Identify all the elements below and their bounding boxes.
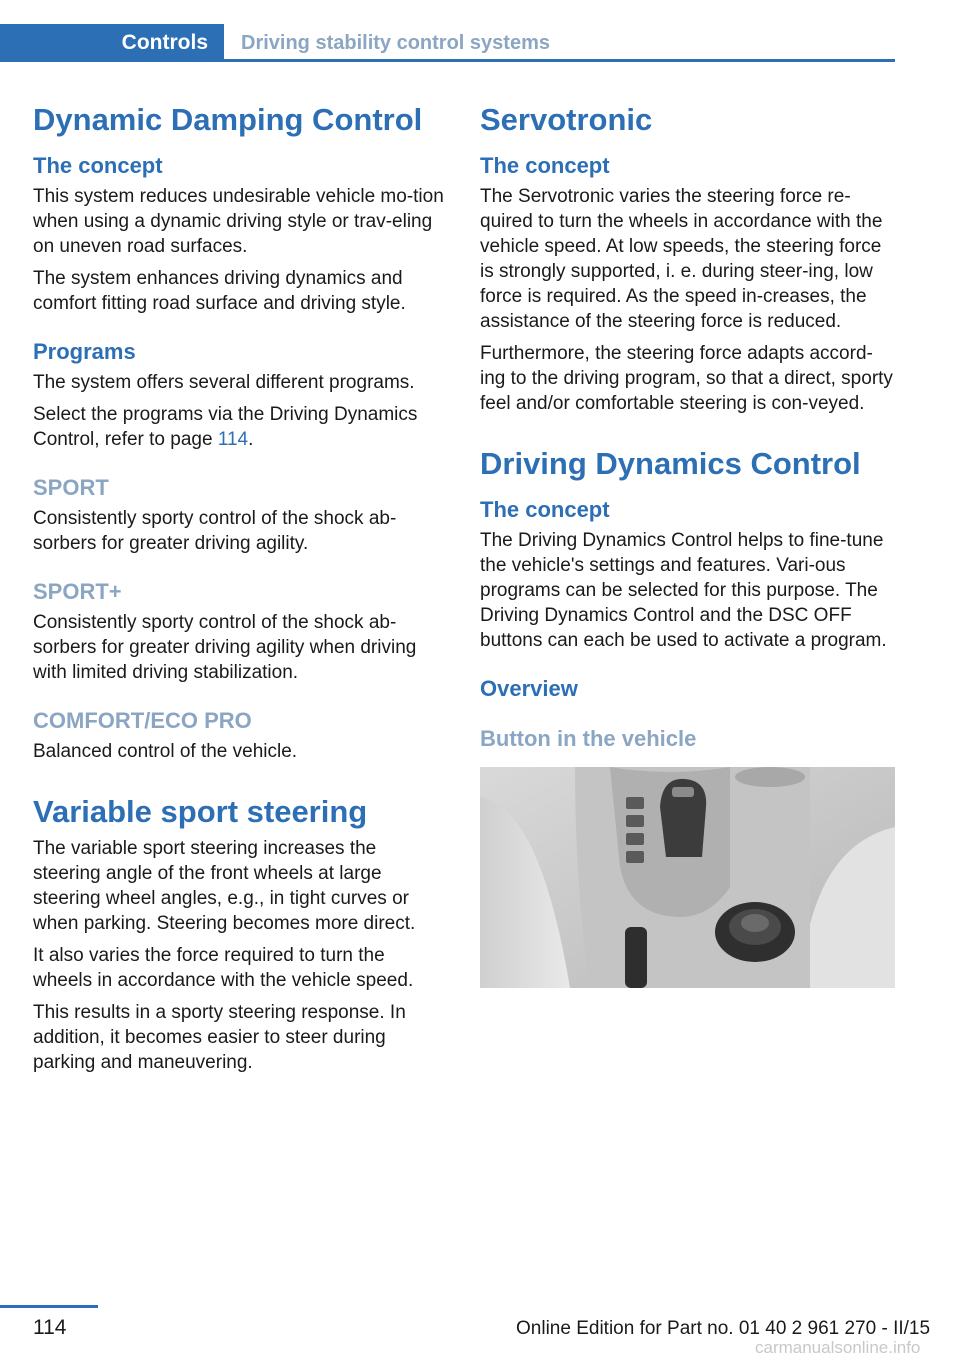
sport-heading: SPORT bbox=[33, 475, 109, 500]
ddc2-concept-heading: The concept bbox=[480, 497, 610, 522]
watermark: carmanualsonline.info bbox=[755, 1338, 921, 1357]
center-console-illustration bbox=[480, 767, 895, 988]
programs-heading: Programs bbox=[33, 339, 136, 364]
ddc-concept-p1: This system reduces undesirable vehicle mo-tion when using a dynamic driving style or trav-eling on uneven road surfaces. bbox=[33, 186, 444, 257]
comfort-text: Balanced control of the vehicle. bbox=[33, 741, 298, 762]
vss-p3: This results in a sporty steering response. In addition, it becomes easier to steer during parking and maneuvering. bbox=[33, 1002, 406, 1073]
edition-text: Online Edition for Part no. 01 40 2 961 270 - II/15 bbox=[516, 1318, 931, 1339]
ddc2-p1: The Driving Dynamics Control helps to fine-tune the vehicle's settings and features. Vari-ous programs can be selected for this purpose. The Driving Dynamics Control and the DSC OFF buttons can each be used to activate a program. bbox=[480, 530, 887, 651]
sportplus-text: Consistently sporty control of the shock ab-sorbers for greater driving agility when driving with limited driving stabilization. bbox=[33, 612, 417, 683]
vss-title: Variable sport steering bbox=[33, 794, 368, 829]
sportplus-heading: SPORT+ bbox=[33, 579, 122, 604]
programs-p2-text: Select the programs via the Driving Dynamics Control, refer to page bbox=[33, 404, 418, 450]
subsection-title: Driving stability control systems bbox=[241, 31, 550, 54]
header-rule bbox=[224, 59, 895, 62]
overview-heading: Overview bbox=[480, 676, 578, 701]
programs-p2 bbox=[33, 402, 448, 452]
button-in-vehicle-heading: Button in the vehicle bbox=[480, 726, 697, 751]
servotronic-p1: The Servotronic varies the steering force re-quired to turn the wheels in accordance with the vehicle speed. At low speeds, the steering force is strongly supported, i. e. during steer-ing, low force is required. As the speed in-creases, the assistance of the steering force is reduced. bbox=[480, 186, 883, 332]
vss-p2: It also varies the force required to turn the wheels in accordance with the vehicle speed. bbox=[33, 945, 414, 991]
ddc-concept-heading: The concept bbox=[33, 153, 163, 178]
programs-p1: The system offers several different programs. bbox=[33, 372, 415, 393]
servotronic-p2: Furthermore, the steering force adapts accord-ing to the driving program, so that a direct, sporty feel and/or comfortable steering is con-veyed. bbox=[480, 343, 893, 414]
footer-rule bbox=[0, 1305, 98, 1308]
servotronic-concept-heading: The concept bbox=[480, 153, 610, 178]
ddc-title: Dynamic Damping Control bbox=[33, 102, 423, 137]
page-number: 114 bbox=[33, 1316, 67, 1339]
section-tab[interactable]: Controls bbox=[0, 24, 224, 62]
right-column bbox=[480, 100, 895, 993]
left-column bbox=[33, 100, 448, 1075]
comfort-heading: COMFORT/ECO PRO bbox=[33, 708, 252, 733]
page-header bbox=[0, 24, 895, 62]
programs-p2-end: . bbox=[248, 429, 254, 450]
sport-text: Consistently sporty control of the shock ab-sorbers for greater driving agility. bbox=[33, 508, 397, 554]
page-reference-link[interactable]: 114 bbox=[217, 429, 249, 450]
ddc2-title: Driving Dynamics Control bbox=[480, 446, 861, 481]
servotronic-title: Servotronic bbox=[480, 102, 653, 137]
vss-p1: The variable sport steering increases the steering angle of the front wheels at large steering wheel angles, e.g., in tight curves or when parking. Steering becomes more direct. bbox=[33, 838, 416, 934]
ddc-concept-p2: The system enhances driving dynamics and comfort fitting road surface and driving style. bbox=[33, 268, 406, 314]
